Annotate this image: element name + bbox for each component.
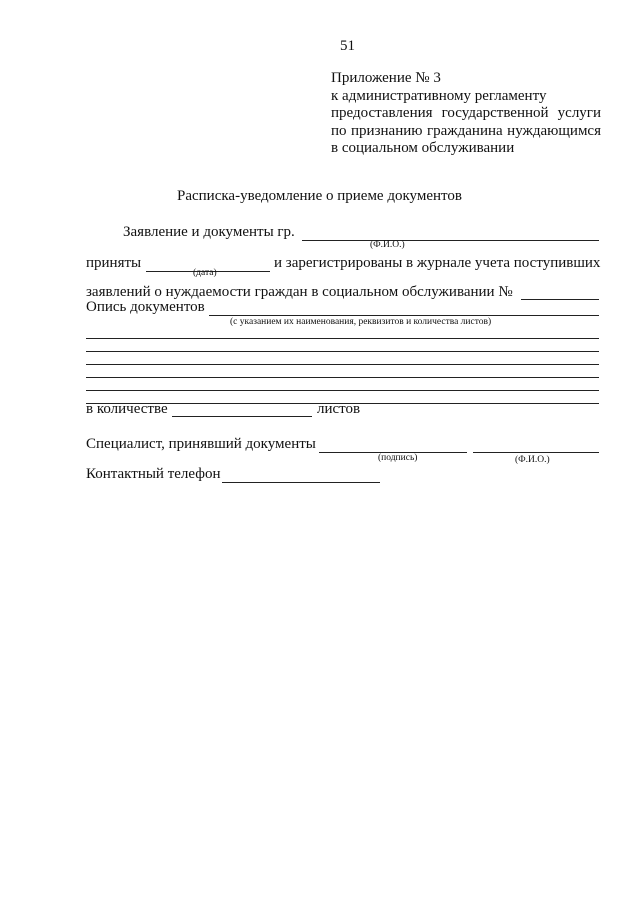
appendix-block xyxy=(331,70,601,158)
appendix-line-1: Приложение № 3 xyxy=(331,70,441,86)
accepted-label: приняты xyxy=(86,255,142,271)
inventory-label: Опись документов xyxy=(86,299,205,315)
date-hint: (дата) xyxy=(193,268,217,278)
inventory-field[interactable] xyxy=(209,315,599,316)
appendix-line-2: к административному регламенту xyxy=(331,87,547,104)
appendix-line-4: по признанию гражданина нуждающимся xyxy=(331,122,601,139)
registered-text: и зарегистрированы в журнале учета поступивших xyxy=(274,255,601,271)
specialist-fio-field[interactable] xyxy=(473,452,599,453)
phone-field[interactable] xyxy=(222,482,380,483)
journal-text: заявлений о нуждаемости граждан в социальном обслуживании № xyxy=(86,284,513,300)
inventory-line-5[interactable] xyxy=(86,390,599,391)
quantity-field[interactable] xyxy=(172,416,312,417)
appendix-line-5: в социальном обслуживании xyxy=(331,140,515,156)
fio-hint: (Ф.И.О.) xyxy=(370,240,405,250)
page-number: 51 xyxy=(340,38,355,54)
applicant-fio-field[interactable] xyxy=(302,240,599,241)
applicant-label: Заявление и документы гр. xyxy=(123,224,295,240)
phone-label: Контактный телефон xyxy=(86,466,221,482)
inventory-line-4[interactable] xyxy=(86,377,599,378)
inventory-hint: (с указанием их наименования, реквизитов и количества листов) xyxy=(230,317,492,327)
inventory-line-3[interactable] xyxy=(86,364,599,365)
journal-number-field[interactable] xyxy=(521,299,599,300)
document-title: Расписка-уведомление о приеме документов xyxy=(177,188,462,204)
specialist-fio-hint: (Ф.И.О.) xyxy=(515,455,550,465)
quantity-label: в количестве xyxy=(86,401,168,417)
appendix-line-3: предоставления государственной услуги xyxy=(331,105,601,121)
signature-hint: (подпись) xyxy=(378,453,418,463)
sheets-label: листов xyxy=(317,401,361,417)
inventory-line-1[interactable] xyxy=(86,338,599,339)
inventory-line-2[interactable] xyxy=(86,351,599,352)
specialist-label: Специалист, принявший документы xyxy=(86,436,316,452)
